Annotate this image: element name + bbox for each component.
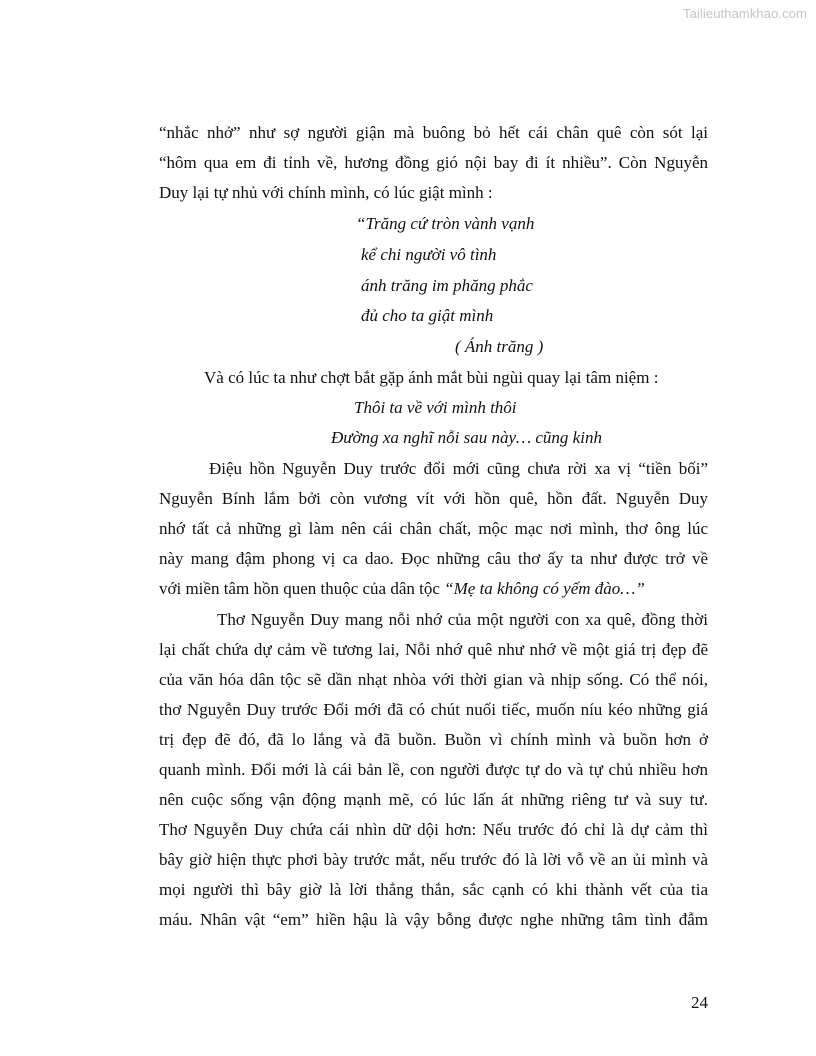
poem-line: Đường xa nghĩ nỗi sau này… cũng kinh <box>331 428 602 447</box>
paragraph-line: “nhắc nhở” như sợ người giận mà buông bỏ hết cái chân quê còn sót lại <box>159 123 708 142</box>
paragraph-line: lại chất chứa dự cảm về tương lai, Nỗi nhớ quê như nhớ về một giá trị đẹp đẽ <box>159 640 708 659</box>
page-number: 24 <box>691 993 708 1012</box>
paragraph-line: này mang đậm phong vị ca dao. Đọc những câu thơ ấy ta như được trở về <box>159 549 708 568</box>
paragraph-line: Điệu hồn Nguyễn Duy trước đổi mới cũng chưa rời xa vị “tiền bối” <box>209 459 708 478</box>
paragraph-line: máu. Nhân vật “em” hiền hậu là vậy bỗng được nghe những tâm tình đẫm <box>159 910 708 929</box>
poem-line: ánh trăng im phăng phắc <box>361 276 533 295</box>
paragraph-line: Thơ Nguyễn Duy chứa cái nhìn dữ dội hơn: Nếu trước đó chỉ là dự cảm thì <box>159 820 708 839</box>
paragraph-line: Duy lại tự nhủ với chính mình, có lúc giật mình : <box>159 183 493 202</box>
poem-line: “Trăng cứ tròn vành vạnh <box>356 214 535 233</box>
poem-quote: “Mẹ ta không có yếm đào…” <box>444 579 645 598</box>
watermark: Tailieuthamkhao.com <box>682 6 807 21</box>
paragraph-line: Thơ Nguyễn Duy mang nỗi nhớ của một người con xa quê, đồng thời <box>217 610 708 629</box>
paragraph-line: bây giờ hiện thực phơi bày trước mắt, nếu trước đó là lời vỗ về an ủi mình và <box>159 850 708 869</box>
paragraph-line: thơ Nguyễn Duy trước Đổi mới đã có chút nuối tiếc, muốn níu kéo những giá <box>159 700 708 719</box>
paragraph-line: Nguyễn Bính lắm bởi còn vương vít với hồn quê, hồn đất. Nguyễn Duy <box>159 489 708 508</box>
poem-line: đủ cho ta giật mình <box>361 306 494 325</box>
poem-source: ( Ánh trăng ) <box>455 337 544 356</box>
paragraph-line <box>159 579 645 599</box>
poem-line: Thôi ta về với mình thôi <box>354 398 517 417</box>
paragraph-text: với miền tâm hồn quen thuộc của dân tộc <box>159 579 440 598</box>
paragraph-line: Và có lúc ta như chợt bắt gặp ánh mắt bùi ngùi quay lại tâm niệm : <box>204 368 659 387</box>
paragraph-line: trị đẹp đẽ đó, đã lo lắng và đã buồn. Buồn vì chính mình và buồn hơn ở <box>159 730 708 749</box>
poem-line: kể chi người vô tình <box>361 245 497 264</box>
paragraph-line: của văn hóa dân tộc sẽ dần nhạt nhòa với thời gian và nhịp sống. Có thể nói, <box>159 670 708 689</box>
paragraph-line: nên cuộc sống vận động mạnh mẽ, có lúc lấn át những riêng tư và suy tư. <box>159 790 708 809</box>
paragraph-line: quanh mình. Đổi mới là cái bản lề, con người được tự do và tự chủ nhiều hơn <box>159 760 708 779</box>
paragraph-line: mọi người thì bây giờ là lời thẳng thắn, sắc cạnh có khi thành vết của tia <box>159 880 708 899</box>
paragraph-line: “hôm qua em đi tỉnh về, hương đồng gió nội bay đi ít nhiều”. Còn Nguyễn <box>159 153 708 172</box>
paragraph-line: nhớ tất cả những gì làm nên cái chân chất, mộc mạc nơi mình, thơ ông lúc <box>159 519 708 538</box>
